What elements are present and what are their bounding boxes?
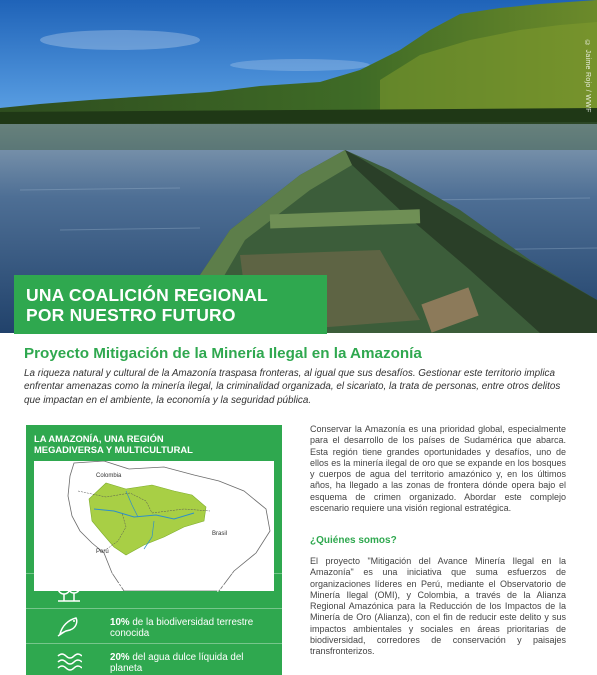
stat-freshwater — [26, 643, 282, 675]
banner-title-line-1: UNA COALICIÓN REGIONAL — [26, 285, 268, 305]
banner-title-line-2: POR NUESTRO FUTURO — [26, 305, 236, 325]
panel-title-line-1: LA AMAZONÍA, UNA REGIÓN — [34, 433, 164, 444]
amazon-map — [34, 461, 274, 591]
south-america-map-graphic — [34, 461, 274, 591]
stat-forests-text: 6.7 millones km² de bosques — [110, 582, 235, 593]
panel-title — [26, 425, 282, 455]
who-we-are-heading: ¿Quiénes somos? — [310, 535, 397, 546]
stat-freshwater-text: 20% del agua dulce líquida del planeta — [110, 652, 244, 674]
who-we-are-paragraph: El proyecto "Mitigación del Avance Minería Ilegal en la Amazonía" es una iniciativa que suma esfuerzos de organizaciones líderes en Perú, mediante el Observatorio de Minería Ilegal (OMI), y Colombia, a través de la Alianza Regional Amazónica para la Reducción de los Impactos de la Minería de Oro (Alianza), con el fin de reducir este delito y sus impactos ambientales y sociales en áreas prioritarias de biodiversidad, corredores de conservación y paisajes transfronterizos. — [310, 556, 566, 657]
conservation-paragraph: Conservar la Amazonía es una prioridad global, especialmente para el desarrollo de los países de Sudamérica que abarca. Esta región tiene grandes oportunidades y desafíos, uno de ellos es la minería ilegal de oro que se expande en los bosques y cuerpos de agua del territorio amazónico y, en los últimos años, ha llegado a las zonas de frontera dónde opera bajo el esquema de crimen organizado. Abordar este complejo escenario requiere una visión regional estratégica. — [310, 424, 566, 514]
intro-paragraph: La riqueza natural y cultural de la Amazonía traspasa fronteras, al igual que sus desafíos. Gestionar este territorio implica enfrentar amenazas como la minería ilegal, la criminalidad organizada, el sicariato, la trata de personas, entre otros delitos que impactan en el ambiente, la economía y la seguridad pública. — [24, 368, 561, 406]
bird-icon — [56, 614, 82, 638]
title-banner — [14, 275, 327, 334]
amazon-facts-panel — [26, 425, 282, 675]
panel-title-line-2: MEGADIVERSA Y MULTICULTURAL — [34, 444, 193, 455]
stat-biodiversity — [26, 608, 282, 643]
photo-credit: © Jaime Rojo / WWF — [584, 40, 591, 113]
project-title: Proyecto Mitigación de la Minería Ilegal en la Amazonía — [24, 345, 422, 362]
map-label-brasil: Brasil — [212, 531, 228, 537]
stat-forests — [26, 573, 282, 608]
map-label-colombia: Colombia — [96, 473, 122, 479]
stat-biodiversity-text: 10% de la biodiversidad terrestre conocida — [110, 617, 254, 639]
map-label-peru: Perú — [96, 549, 109, 555]
water-icon — [56, 649, 82, 673]
trees-icon — [56, 579, 82, 603]
